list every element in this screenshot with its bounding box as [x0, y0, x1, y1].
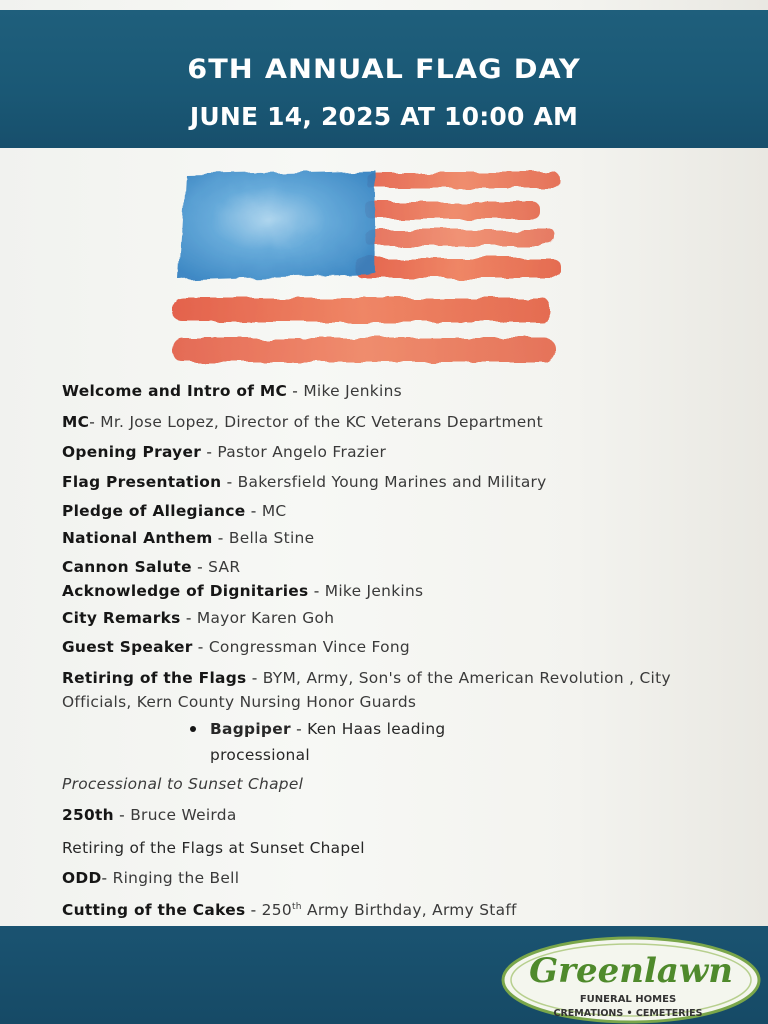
separator: -: [290, 720, 308, 738]
value-text: Army Birthday, Army Staff: [301, 901, 517, 919]
program-item-value: BYM, Army, Son's of the American Revolution , City: [262, 669, 671, 687]
program-item-value: Ringing the Bell: [112, 869, 240, 887]
event-date-time: JUNE 14, 2025 AT 10:00 AM: [189, 102, 579, 131]
separator: -: [212, 529, 229, 547]
program-item-dignitaries: [62, 582, 423, 600]
program-item-pledge: [62, 502, 286, 520]
separator: -: [89, 413, 101, 431]
separator: -: [191, 558, 209, 576]
separator: -: [287, 382, 304, 400]
header-banner: [0, 10, 768, 148]
program-item-label: National Anthem: [62, 529, 213, 547]
program-item-value: Mike Jenkins: [324, 582, 424, 600]
separator: -: [245, 901, 262, 919]
watercolor-flag-icon: [165, 162, 565, 372]
program-item-value: Pastor Angelo Frazier: [217, 443, 387, 461]
program-item-cakes: [62, 901, 517, 919]
program-item-flag-presentation: [62, 473, 547, 491]
program-item-label: City Remarks: [62, 609, 181, 627]
program-item-mc: [62, 413, 543, 431]
program-item-value: Ken Haas leading: [307, 720, 446, 738]
program-item-national-anthem: [62, 529, 314, 547]
program-item-value: Bakersfield Young Marines and Military: [237, 473, 547, 491]
separator: -: [201, 443, 218, 461]
program-item-cannon-salute: [62, 558, 240, 576]
program-item-value: Bruce Weirda: [130, 806, 237, 824]
program-item-label: ODD: [62, 869, 102, 887]
svg-text:CREMATIONS • CEMETERIES: CREMATIONS • CEMETERIES: [553, 1008, 703, 1019]
separator: -: [180, 609, 197, 627]
program-item-label: Welcome and Intro of MC: [62, 382, 288, 400]
program-item-label: Cutting of the Cakes: [62, 901, 246, 919]
bagpiper-item-cont: [210, 746, 310, 764]
program-item-label: Cannon Salute: [62, 558, 192, 576]
program-item-label: 250th: [62, 806, 114, 824]
svg-text:Greenlawn: Greenlawn: [529, 951, 733, 991]
program-item-value: MC: [261, 502, 287, 520]
program-item-value: Bella Stine: [228, 529, 315, 547]
greenlawn-logo-icon: [500, 936, 762, 1024]
separator: -: [101, 869, 113, 887]
program-item-guest-speaker: [62, 638, 410, 656]
program-item-welcome: [62, 382, 402, 400]
program-item-odd: [62, 869, 239, 887]
bagpiper-item: [210, 720, 445, 738]
separator: -: [192, 638, 209, 656]
program-item-label: Opening Prayer: [62, 443, 202, 461]
program-item-value: [262, 901, 517, 919]
processional-note: Processional to Sunset Chapel: [62, 775, 304, 793]
program-item-opening-prayer: [62, 443, 386, 461]
program-item-city-remarks: [62, 609, 334, 627]
program-item-250th: [62, 806, 237, 824]
program-item-label: Pledge of Allegiance: [62, 502, 246, 520]
separator: -: [221, 473, 238, 491]
program-item-value: Mike Jenkins: [303, 382, 402, 400]
program-item-value-continued: Officials, Kern County Nursing Honor Guards: [62, 693, 417, 711]
program-item-retiring-flags: [62, 669, 671, 687]
program-item-label: Acknowledge of Dignitaries: [62, 582, 309, 600]
separator: -: [245, 502, 262, 520]
program-item-value: Congressman Vince Fong: [208, 638, 410, 656]
program-item-value: SAR: [208, 558, 241, 576]
program-item-value: Mayor Karen Goh: [196, 609, 335, 627]
separator: -: [113, 806, 131, 824]
svg-text:FUNERAL HOMES: FUNERAL HOMES: [579, 994, 677, 1005]
program-item-label: Bagpiper: [210, 720, 291, 738]
program-item-value-continued: processional: [210, 746, 310, 764]
event-title: 6TH ANNUAL FLAG DAY: [187, 54, 581, 85]
program-item-retiring-flags-cont: [62, 693, 416, 711]
program-item-label: Guest Speaker: [62, 638, 193, 656]
program-item-value: Mr. Jose Lopez, Director of the KC Veterans Department: [100, 413, 543, 431]
bullet-icon: [190, 726, 196, 732]
program-item-label: Retiring of the Flags: [62, 669, 247, 687]
value-superscript: th: [291, 901, 302, 912]
program-item-label: Flag Presentation: [62, 473, 222, 491]
value-number: 250: [261, 901, 292, 919]
program-item-label: MC: [62, 413, 90, 431]
separator: -: [308, 582, 325, 600]
retiring-at-chapel: Retiring of the Flags at Sunset Chapel: [62, 839, 365, 857]
separator: -: [246, 669, 263, 687]
